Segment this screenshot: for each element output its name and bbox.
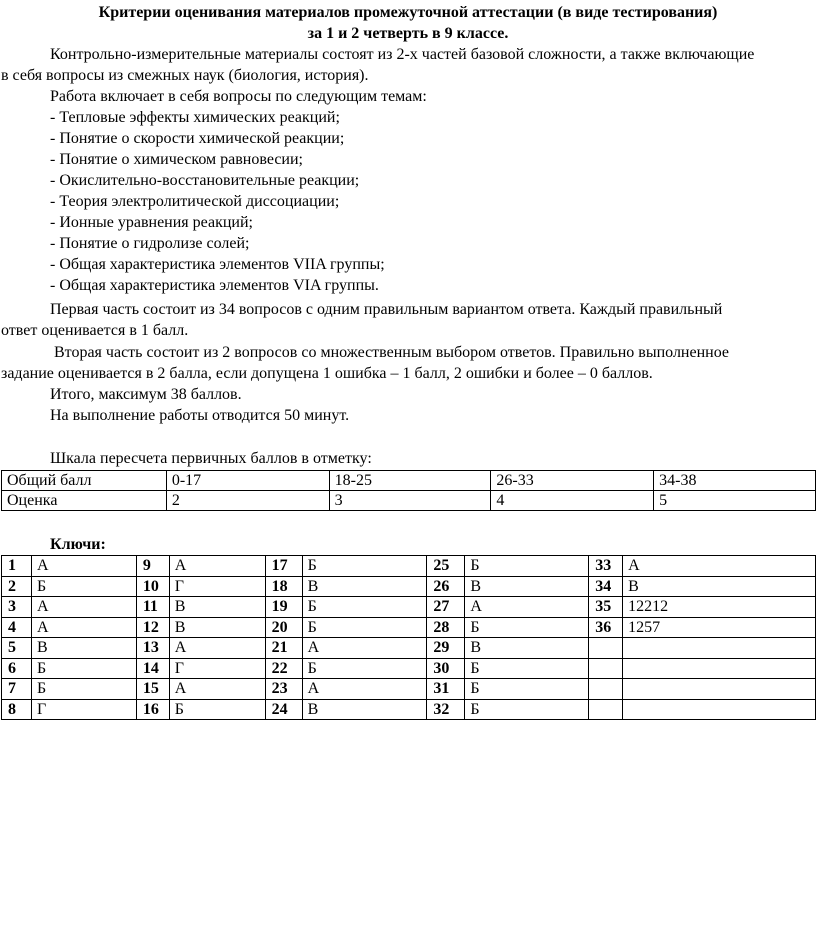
answer-cell: Б xyxy=(302,597,427,618)
answer-cell: Б xyxy=(302,617,427,638)
question-number-cell: 31 xyxy=(427,679,465,700)
question-number-cell: 26 xyxy=(427,576,465,597)
part2-description-cont: задание оценивается в 2 балла, если допущена 1 ошибка – 1 балл, 2 ошибки и более – 0 баллов. xyxy=(1,365,653,382)
answer-cell: Б xyxy=(302,556,427,577)
answer-cell: Б xyxy=(31,576,136,597)
question-number-cell: 25 xyxy=(427,556,465,577)
part1-description: Первая часть состоит из 34 вопросов с одним правильным вариантом ответа. Каждый правильный xyxy=(50,301,723,318)
question-number-cell: 33 xyxy=(589,556,623,577)
table-row xyxy=(2,679,816,700)
table-cell: Общий балл xyxy=(2,471,167,491)
answer-cell: В xyxy=(169,597,265,618)
table-row xyxy=(2,576,816,597)
question-number-cell: 36 xyxy=(589,617,623,638)
question-number-cell: 10 xyxy=(136,576,169,597)
answer-cell: Б xyxy=(169,699,265,720)
answer-cell xyxy=(623,638,816,659)
question-number-cell: 34 xyxy=(589,576,623,597)
question-number-cell: 1 xyxy=(2,556,32,577)
question-number-cell xyxy=(589,658,623,679)
question-number-cell: 17 xyxy=(265,556,302,577)
question-number-cell: 30 xyxy=(427,658,465,679)
table-row xyxy=(2,556,816,577)
answer-cell: В xyxy=(465,576,589,597)
answer-cell: Б xyxy=(31,658,136,679)
table-row xyxy=(2,617,816,638)
question-number-cell: 12 xyxy=(136,617,169,638)
title-line-1: Критерии оценивания материалов промежуточной аттестации (в виде тестирования) xyxy=(98,4,718,21)
table-cell: Оценка xyxy=(2,491,167,511)
question-number-cell: 15 xyxy=(136,679,169,700)
answer-cell: А xyxy=(465,597,589,618)
question-number-cell: 16 xyxy=(136,699,169,720)
question-number-cell: 8 xyxy=(2,699,32,720)
part2-description: Вторая часть состоит из 2 вопросов со множественным выбором ответов. Правильно выполненное xyxy=(54,344,730,361)
answer-cell: А xyxy=(31,597,136,618)
table-cell: 18-25 xyxy=(329,471,491,491)
answer-cell: 1257 xyxy=(623,617,816,638)
intro-paragraph-1-cont: в себя вопросы из смежных наук (биология, история). xyxy=(1,67,369,84)
answer-cell: Г xyxy=(169,576,265,597)
table-cell: 34-38 xyxy=(654,471,816,491)
table-cell: 0-17 xyxy=(166,471,329,491)
topic-item: - Окислительно-восстановительные реакции; xyxy=(50,172,360,189)
answer-cell: В xyxy=(302,576,427,597)
title-line-2: за 1 и 2 четверть в 9 классе. xyxy=(307,25,509,42)
table-cell: 2 xyxy=(166,491,329,511)
table-row xyxy=(2,658,816,679)
answer-cell: Г xyxy=(31,699,136,720)
answer-cell: Б xyxy=(31,679,136,700)
topic-item: - Тепловые эффекты химических реакций; xyxy=(50,109,340,126)
answer-cell: Г xyxy=(169,658,265,679)
table-row xyxy=(2,699,816,720)
question-number-cell: 20 xyxy=(265,617,302,638)
question-number-cell: 21 xyxy=(265,638,302,659)
answer-cell: А xyxy=(302,638,427,659)
question-number-cell: 4 xyxy=(2,617,32,638)
answer-keys-table xyxy=(1,555,816,720)
answer-cell xyxy=(623,679,816,700)
answer-cell: А xyxy=(169,679,265,700)
answer-cell xyxy=(623,699,816,720)
question-number-cell: 18 xyxy=(265,576,302,597)
scale-caption: Шкала пересчета первичных баллов в отметку: xyxy=(50,450,372,467)
question-number-cell: 22 xyxy=(265,658,302,679)
answer-cell: Б xyxy=(465,617,589,638)
grade-scale-table xyxy=(1,470,816,511)
answer-cell: А xyxy=(302,679,427,700)
total-score: Итого, максимум 38 баллов. xyxy=(50,386,242,403)
answer-cell: Б xyxy=(465,679,589,700)
answer-cell: В xyxy=(31,638,136,659)
table-cell: 3 xyxy=(329,491,491,511)
part1-description-cont: ответ оценивается в 1 балл. xyxy=(1,322,189,339)
question-number-cell: 28 xyxy=(427,617,465,638)
answer-cell: А xyxy=(31,556,136,577)
question-number-cell xyxy=(589,679,623,700)
question-number-cell xyxy=(589,699,623,720)
topic-item: - Понятие о гидролизе солей; xyxy=(50,235,250,252)
intro-paragraph-2: Работа включает в себя вопросы по следующим темам: xyxy=(50,88,427,105)
question-number-cell: 29 xyxy=(427,638,465,659)
answer-cell xyxy=(623,658,816,679)
time-limit: На выполнение работы отводится 50 минут. xyxy=(50,407,350,424)
topic-item: - Понятие о скорости химической реакции; xyxy=(50,130,345,147)
answer-cell: Б xyxy=(465,556,589,577)
question-number-cell: 6 xyxy=(2,658,32,679)
answer-cell: 12212 xyxy=(623,597,816,618)
keys-heading: Ключи: xyxy=(50,536,106,553)
table-row xyxy=(2,597,816,618)
question-number-cell: 19 xyxy=(265,597,302,618)
answer-cell: Б xyxy=(465,658,589,679)
question-number-cell: 24 xyxy=(265,699,302,720)
topic-item: - Общая характеристика элементов VIA группы. xyxy=(50,277,379,294)
question-number-cell: 5 xyxy=(2,638,32,659)
question-number-cell: 2 xyxy=(2,576,32,597)
answer-cell: В xyxy=(623,576,816,597)
question-number-cell: 14 xyxy=(136,658,169,679)
question-number-cell: 11 xyxy=(136,597,169,618)
question-number-cell: 32 xyxy=(427,699,465,720)
answer-cell: А xyxy=(169,638,265,659)
intro-paragraph-1: Контрольно-измерительные материалы состоят из 2-х частей базовой сложности, а также включающие xyxy=(50,46,755,63)
question-number-cell: 7 xyxy=(2,679,32,700)
topic-item: - Ионные уравнения реакций; xyxy=(50,214,253,231)
question-number-cell: 27 xyxy=(427,597,465,618)
table-cell: 26-33 xyxy=(491,471,654,491)
question-number-cell: 9 xyxy=(136,556,169,577)
table-row xyxy=(2,491,816,511)
question-number-cell: 3 xyxy=(2,597,32,618)
topic-item: - Понятие о химическом равновесии; xyxy=(50,151,303,168)
answer-cell: В xyxy=(169,617,265,638)
answer-cell: А xyxy=(31,617,136,638)
question-number-cell xyxy=(589,638,623,659)
answer-cell: Б xyxy=(465,699,589,720)
question-number-cell: 13 xyxy=(136,638,169,659)
table-row xyxy=(2,471,816,491)
answer-cell: Б xyxy=(302,658,427,679)
answer-cell: А xyxy=(169,556,265,577)
table-cell: 4 xyxy=(491,491,654,511)
question-number-cell: 23 xyxy=(265,679,302,700)
answer-cell: А xyxy=(623,556,816,577)
topic-item: - Теория электролитической диссоциации; xyxy=(50,193,340,210)
question-number-cell: 35 xyxy=(589,597,623,618)
table-row xyxy=(2,638,816,659)
answer-cell: В xyxy=(302,699,427,720)
table-cell: 5 xyxy=(654,491,816,511)
topic-item: - Общая характеристика элементов VIIA группы; xyxy=(50,256,385,273)
answer-cell: В xyxy=(465,638,589,659)
